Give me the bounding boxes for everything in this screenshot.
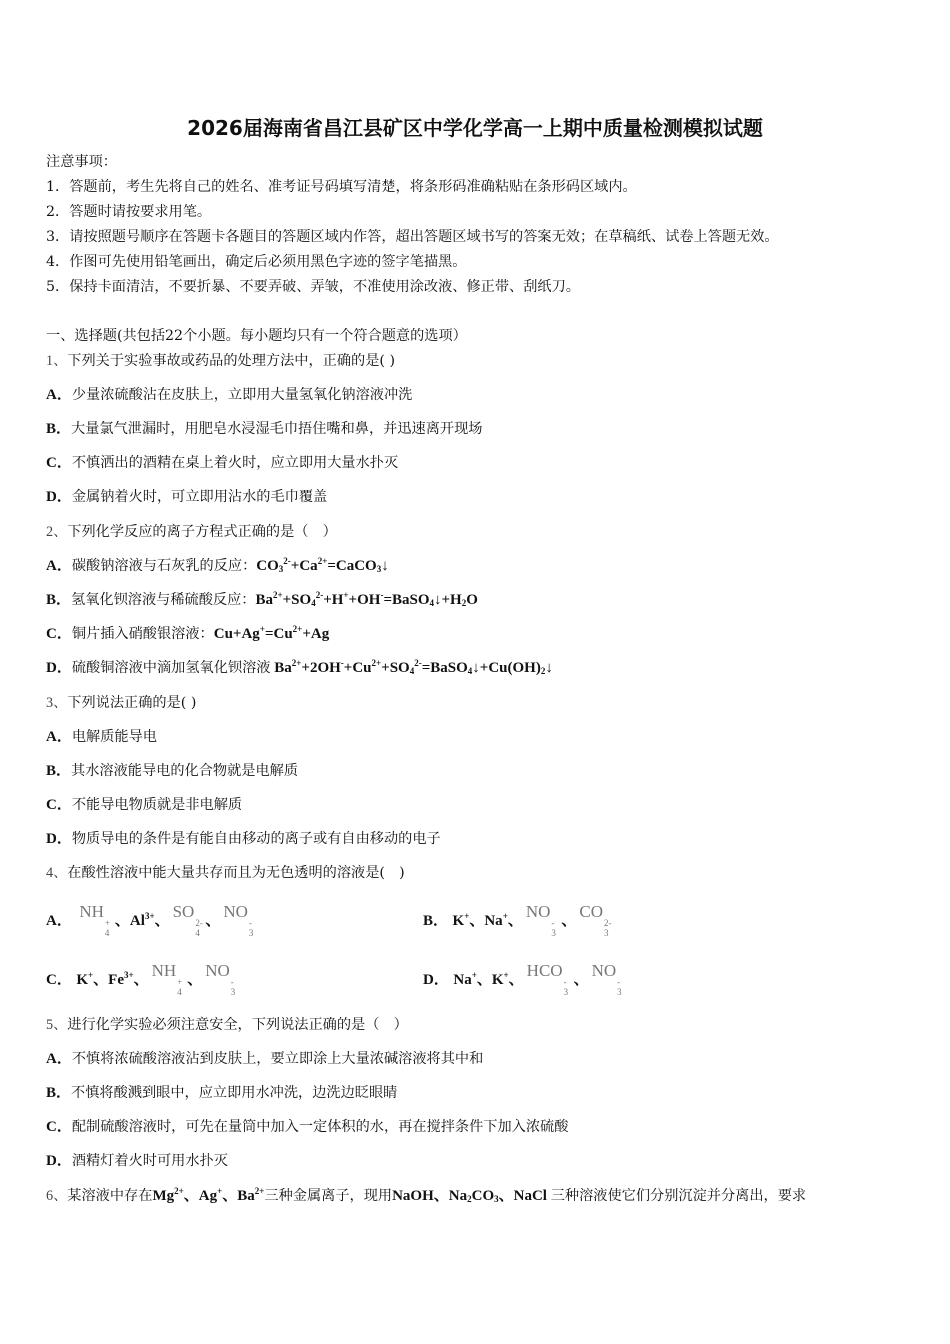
- option-label: D．: [46, 489, 72, 505]
- question-4-option-d: D． Na+、K+、 HCO - 3 、 NO - 3: [423, 961, 622, 997]
- option-label: B．: [423, 913, 449, 929]
- notice-item: 1．答题前，考生先将自己的姓名、准考证号码填写清楚，将条形码准确粘贴在条形码区域内。: [46, 179, 637, 195]
- question-number: 5、: [46, 1017, 68, 1033]
- question-1-option-b: [46, 419, 482, 439]
- option-formula: $Ba^{2+}+SO_4^{2-}+H^++OH^-=BaSO_4↓+H_2O$: [255, 590, 478, 608]
- option-label: A．: [46, 558, 72, 574]
- option-text: 大量氯气泄漏时，用肥皂水浸湿毛巾捂住嘴和鼻，并迅速离开现场: [71, 421, 483, 437]
- option-text: 铜片插入硝酸银溶液：: [71, 626, 214, 642]
- question-4-stem: [46, 863, 405, 883]
- option-label: D．: [46, 831, 72, 847]
- question-2-option-a: [46, 556, 389, 576]
- question-3-option-d: [46, 829, 441, 849]
- question-number: 4、: [46, 865, 68, 881]
- question-2-option-d: [46, 658, 553, 678]
- option-text: 其水溶液能导电的化合物就是电解质: [71, 763, 299, 779]
- option-text: 硫酸铜溶液中滴加氢氧化钡溶液: [71, 660, 271, 676]
- option-text: 金属钠着火时，可立即用沾水的毛巾覆盖: [71, 489, 328, 505]
- option-formula: $Cu+Ag^+=Cu^{2+}+Ag$: [213, 624, 330, 642]
- notice-item: 3．请按照题号顺序在答题卡各题目的答题区域内作答，超出答题区域书写的答案无效；在草稿纸、试卷上答题无效。: [46, 229, 779, 245]
- option-label: B．: [46, 592, 72, 608]
- question-1-option-c: [46, 453, 398, 473]
- option-formula: $Ba^{2+}+2OH^-+Cu^{2+}+SO_4^{2-}=BaSO_4↓+Cu(OH)_2↓$: [270, 658, 553, 676]
- question-number: 3、: [46, 695, 68, 711]
- option-label: A．: [46, 913, 72, 929]
- reagent-list: NaOH、$Na_2CO_3$、NaCl: [392, 1188, 551, 1204]
- option-text: 电解质能导电: [71, 729, 157, 745]
- option-label: D．: [46, 660, 72, 676]
- question-2-option-c: [46, 624, 329, 644]
- notice-item: 2．答题时请按要求用笔。: [46, 204, 212, 220]
- option-label: A．: [46, 387, 72, 403]
- question-text: 下列关于实验事故或药品的处理方法中，正确的是( ): [67, 353, 396, 369]
- question-5-option-c: [46, 1117, 568, 1137]
- question-text: 下列说法正确的是( ): [67, 695, 197, 711]
- question-number: 1、: [46, 353, 68, 369]
- question-text: 在酸性溶液中能大量共存而且为无色透明的溶液是( ): [67, 865, 405, 881]
- option-text: 氢氧化钡溶液与稀硫酸反应：: [71, 592, 256, 608]
- option-text: 酒精灯着火时可用水扑灭: [71, 1153, 228, 1169]
- question-text: 三种溶液使它们分别沉淀并分离出，要求: [550, 1188, 807, 1204]
- option-text: 不慎将浓硫酸溶液沾到皮肤上，要立即涂上大量浓碱溶液将其中和: [71, 1051, 484, 1067]
- question-text: 三种金属离子，现用: [264, 1188, 393, 1204]
- question-5-stem: [46, 1015, 408, 1035]
- question-6-stem: [46, 1186, 806, 1206]
- option-label: A．: [46, 729, 72, 745]
- question-1-option-d: [46, 487, 327, 507]
- section-heading: 一、选择题(共包括22个小题。每小题均只有一个符合题意的选项）: [46, 328, 467, 344]
- question-2-stem: [46, 522, 337, 542]
- notice-item: 5．保持卡面清洁，不要折暴、不要弄破、弄皱，不准使用涂改液、修正带、刮纸刀。: [46, 279, 580, 295]
- notice-item: 4．作图可先使用铅笔画出，确定后必须用黑色字迹的签字笔描黑。: [46, 254, 467, 270]
- question-3-option-a: [46, 727, 157, 747]
- question-5-option-d: [46, 1151, 228, 1171]
- question-number: 6、: [46, 1188, 68, 1204]
- notice-heading: 注意事项：: [46, 154, 117, 170]
- question-2-option-b: [46, 590, 478, 610]
- question-number: 2、: [46, 524, 68, 540]
- option-text: 不慎洒出的酒精在桌上着火时，应立即用大量水扑灭: [71, 455, 399, 471]
- question-4-option-b: B． K+、Na+、 NO - 3 、 CO 2- 3: [423, 902, 612, 938]
- question-text: 下列化学反应的离子方程式正确的是（ ）: [67, 524, 337, 540]
- page-title: 2026届海南省昌江县矿区中学化学高一上期中质量检测模拟试题: [187, 116, 763, 140]
- option-text: 配制硫酸溶液时，可先在量筒中加入一定体积的水，再在搅拌条件下加入浓硫酸: [71, 1119, 569, 1135]
- option-label: B．: [46, 763, 72, 779]
- question-4-options-row2: [46, 961, 906, 997]
- option-label: C．: [46, 797, 72, 813]
- option-label: B．: [46, 421, 72, 437]
- question-text: 进行化学实验必须注意安全，下列说法正确的是（ ）: [67, 1017, 408, 1033]
- option-label: C．: [46, 455, 72, 471]
- option-text: 不慎将酸溅到眼中，应立即用水冲洗，边洗边眨眼睛: [71, 1085, 398, 1101]
- option-label: D．: [423, 972, 449, 988]
- question-1-option-a: [46, 385, 412, 405]
- option-label: C．: [46, 972, 72, 988]
- question-1-stem: [46, 351, 395, 371]
- option-label: C．: [46, 1119, 72, 1135]
- ion-list: $Mg^{2+}$、Ag+、$Ba^{2+}$: [152, 1186, 265, 1204]
- option-label: A．: [46, 1051, 72, 1067]
- option-text: 不能导电物质就是非电解质: [71, 797, 243, 813]
- option-text: 少量浓硫酸沾在皮肤上，立即用大量氢氧化钠溶液冲洗: [71, 387, 413, 403]
- option-formula: $CO_3^{2-}+Ca^{2+}=CaCO_3↓$: [256, 556, 389, 574]
- question-4-option-c: C． K+、$Fe^{3+}$、 NH + 4 、 NO - 3: [46, 961, 236, 997]
- option-text: 物质导电的条件是有能自由移动的离子或有自由移动的电子: [71, 831, 441, 847]
- question-5-option-b: [46, 1083, 397, 1103]
- question-3-option-c: [46, 795, 242, 815]
- option-label: B．: [46, 1085, 72, 1101]
- question-text: 某溶液中存在: [67, 1188, 153, 1204]
- option-label: D．: [46, 1153, 72, 1169]
- question-3-option-b: [46, 761, 298, 781]
- option-label: C．: [46, 626, 72, 642]
- question-5-option-a: [46, 1049, 483, 1069]
- question-3-stem: [46, 693, 196, 713]
- question-4-option-a: A． NH + 4 、$Al^{3+}$、 SO 2- 4 、 NO - 3: [46, 902, 254, 938]
- option-text: 碳酸钠溶液与石灰乳的反应：: [71, 558, 257, 574]
- question-4-options-row1: [46, 902, 906, 938]
